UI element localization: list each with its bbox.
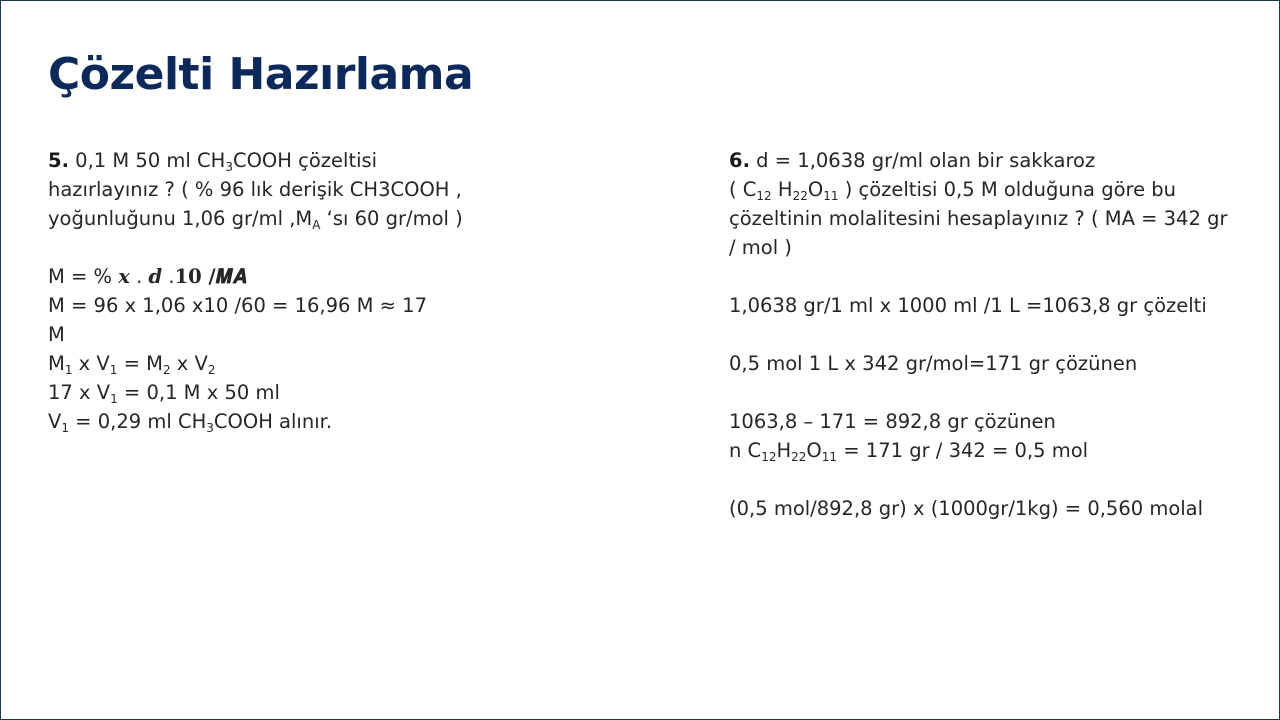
text: M — [48, 352, 65, 375]
formula-calc: M = 96 x 1,06 x10 /60 = 16,96 M ≈ 17 — [48, 294, 427, 317]
formula-molarity — [48, 262, 488, 291]
text: COOH çözeltisi — [232, 149, 378, 172]
subscript: 22 — [792, 189, 808, 203]
text: = 0,1 M x 50 ml — [117, 381, 280, 404]
formula-dilution-values — [48, 378, 488, 407]
formula-result — [48, 407, 488, 436]
page-title: Çözelti Hazırlama — [48, 49, 474, 100]
math-x: 𝒙 — [118, 265, 130, 288]
text: ) çözeltisi 0,5 M olduğuna göre bu — [838, 178, 1177, 201]
math-d: 𝒅 — [148, 265, 163, 288]
formula-calc-unit: M — [48, 323, 65, 346]
problem-5-number: 5. — [48, 149, 69, 172]
subscript: 2 — [162, 363, 171, 377]
subscript: 12 — [761, 450, 777, 464]
solution-step-1: 1,0638 gr/1 ml x 1000 ml /1 L =1063,8 gr çözelti — [729, 294, 1207, 317]
subscript: 22 — [791, 450, 807, 464]
text: = 0,29 ml CH — [68, 410, 207, 433]
spacer — [729, 465, 1249, 494]
spacer — [729, 378, 1249, 407]
subscript: 12 — [756, 189, 772, 203]
subscript: 1 — [110, 392, 118, 406]
text: x V — [72, 352, 110, 375]
text: M = % — [48, 265, 119, 288]
problem-6-line-2 — [729, 175, 1249, 204]
spacer — [729, 262, 1249, 291]
solution-step-2: 0,5 mol 1 L x 342 gr/mol=171 gr çözünen — [729, 352, 1138, 375]
math-10-ma: 𝟏𝟎 /𝑴𝑨 — [174, 265, 247, 288]
problem-5-line-2: hazırlayınız ? ( % 96 lık derişik CH3COOH , — [48, 178, 462, 201]
text: = 171 gr / 342 = 0,5 mol — [837, 439, 1089, 462]
subscript: 1 — [64, 363, 73, 377]
text: ‘sı 60 gr/mol ) — [320, 207, 463, 230]
solution-step-4 — [729, 436, 1249, 465]
solution-step-5: (0,5 mol/892,8 gr) x (1000gr/1kg) = 0,560 molal — [729, 497, 1204, 520]
subscript: A — [312, 218, 321, 232]
problem-6-number: 6. — [729, 149, 750, 172]
spacer — [729, 320, 1249, 349]
text: V — [48, 410, 62, 433]
subscript: 2 — [207, 363, 216, 377]
text: ( C — [729, 178, 757, 201]
subscript: 11 — [821, 450, 838, 464]
text: n C — [729, 439, 762, 462]
problem-6-line-1 — [729, 146, 1249, 175]
problem-5-line-3 — [48, 204, 488, 233]
text: 17 x V — [48, 381, 111, 404]
text: x V — [170, 352, 208, 375]
spacer — [48, 233, 488, 262]
solution-step-3: 1063,8 – 171 = 892,8 gr çözünen — [729, 410, 1056, 433]
problem-5-line-1 — [48, 146, 488, 175]
text: H — [776, 439, 792, 462]
subscript: 11 — [823, 189, 839, 203]
text: . — [129, 265, 149, 288]
subscript: 3 — [225, 160, 233, 174]
problem-6 — [729, 146, 1249, 523]
text: H — [771, 178, 793, 201]
text: . — [162, 265, 175, 288]
text: COOH alınır. — [213, 410, 333, 433]
subscript: 1 — [109, 363, 118, 377]
text: O — [806, 439, 822, 462]
text: d = 1,0638 gr/ml olan bir sakkaroz — [749, 149, 1096, 172]
text: = M — [117, 352, 163, 375]
problem-6-line-3: çözeltinin molalitesini hesaplayınız ? ( MA = 342 gr — [729, 207, 1228, 230]
subscript: 3 — [206, 421, 214, 435]
text: 0,1 M 50 ml CH — [68, 149, 226, 172]
text: yoğunluğunu 1,06 gr/ml ,M — [48, 207, 313, 230]
text: O — [807, 178, 824, 201]
problem-5 — [48, 146, 488, 436]
subscript: 1 — [61, 421, 69, 435]
problem-6-line-4: / mol ) — [729, 236, 792, 259]
formula-dilution — [48, 349, 488, 378]
